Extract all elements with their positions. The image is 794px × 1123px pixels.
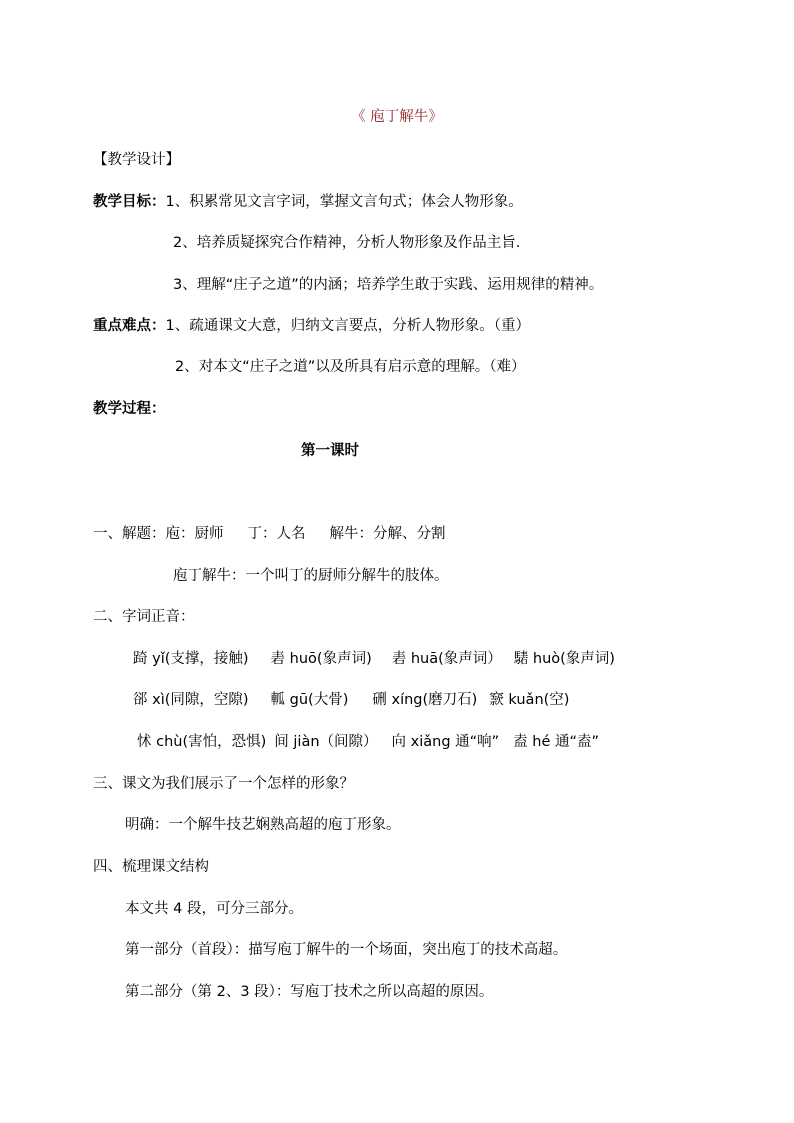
- key-points-line-1: [93, 316, 530, 336]
- pinyin-item: 间 jiàn（间隙）: [274, 734, 378, 750]
- section-4-line: 第一部分（首段）：描写庖丁解牛的一个场面，突出庖丁的技术高超。: [125, 942, 568, 958]
- goals-line-1: [93, 192, 523, 212]
- section-2-heading: 二、字词正音：: [93, 609, 195, 625]
- key-point-item: 2、对本文“庄子之道”以及所具有启示意的理解。（难）: [175, 359, 526, 375]
- section-4-line: 本文共 4 段，可分三部分。: [125, 901, 303, 917]
- section-4-line: 第二部分（第 2、3 段）：写庖丁技术之所以高超的原因。: [125, 984, 494, 1000]
- pinyin-item: 盍 hé 通“盍”: [513, 734, 600, 750]
- section-1-definition: 庖丁解牛：一个叫丁的厨师分解牛的肢体。: [173, 568, 449, 584]
- pinyin-item: 窾 kuǎn(空): [489, 692, 570, 708]
- design-header: 【教学设计】: [93, 152, 180, 168]
- section-4-heading: 四、梳理课文结构: [93, 859, 209, 875]
- pinyin-item: 硎 xíng(磨刀石): [372, 692, 478, 708]
- section-1-part: 一、解题：庖：厨师: [93, 526, 224, 542]
- section-1-line: [93, 524, 446, 544]
- pinyin-item: 怵 chù(害怕，恐惧): [137, 734, 267, 750]
- goals-label: 教学目标：: [93, 194, 166, 210]
- pinyin-row: [137, 732, 599, 752]
- section-3-heading: 三、课文为我们展示了一个怎样的形象？: [93, 776, 354, 792]
- process-label: 教学过程：: [93, 401, 166, 417]
- key-points-label: 重点难点：: [93, 318, 166, 334]
- pinyin-item: 踦 yǐ(支撑，接触): [133, 651, 249, 667]
- pinyin-item: 砉 huā(象声词）: [391, 651, 502, 667]
- pinyin-item: 向 xiǎng 通“响”: [391, 734, 500, 750]
- section-3-answer: 明确：一个解牛技艺娴熟高超的庖丁形象。: [125, 817, 401, 833]
- key-point-item: 1、疏通课文大意，归纳文言要点，分析人物形象。（重）: [165, 318, 530, 334]
- pinyin-item: 軱 gū(大骨): [270, 692, 349, 708]
- pinyin-item: 郤 xì(同隙，空隙): [133, 692, 249, 708]
- goal-item: 1、积累常见文言字词，掌握文言句式；体会人物形象。: [165, 194, 523, 210]
- pinyin-item: 騞 huò(象声词): [513, 651, 615, 667]
- page-title: 《 庖丁解牛》: [351, 109, 443, 125]
- goal-item: 3、理解“庄子之道”的内涵；培养学生敢于实践、运用规律的精神。: [173, 277, 604, 293]
- pinyin-row: [133, 649, 615, 669]
- lesson-heading: 第一课时: [301, 443, 359, 459]
- section-1-part: 解牛：分解、分割: [329, 526, 446, 542]
- goal-item: 2、培养质疑探究合作精神，分析人物形象及作品主旨.: [173, 235, 521, 251]
- pinyin-row: [133, 690, 569, 710]
- pinyin-item: 砉 huō(象声词): [270, 651, 372, 667]
- section-1-part: 丁：人名: [247, 526, 306, 542]
